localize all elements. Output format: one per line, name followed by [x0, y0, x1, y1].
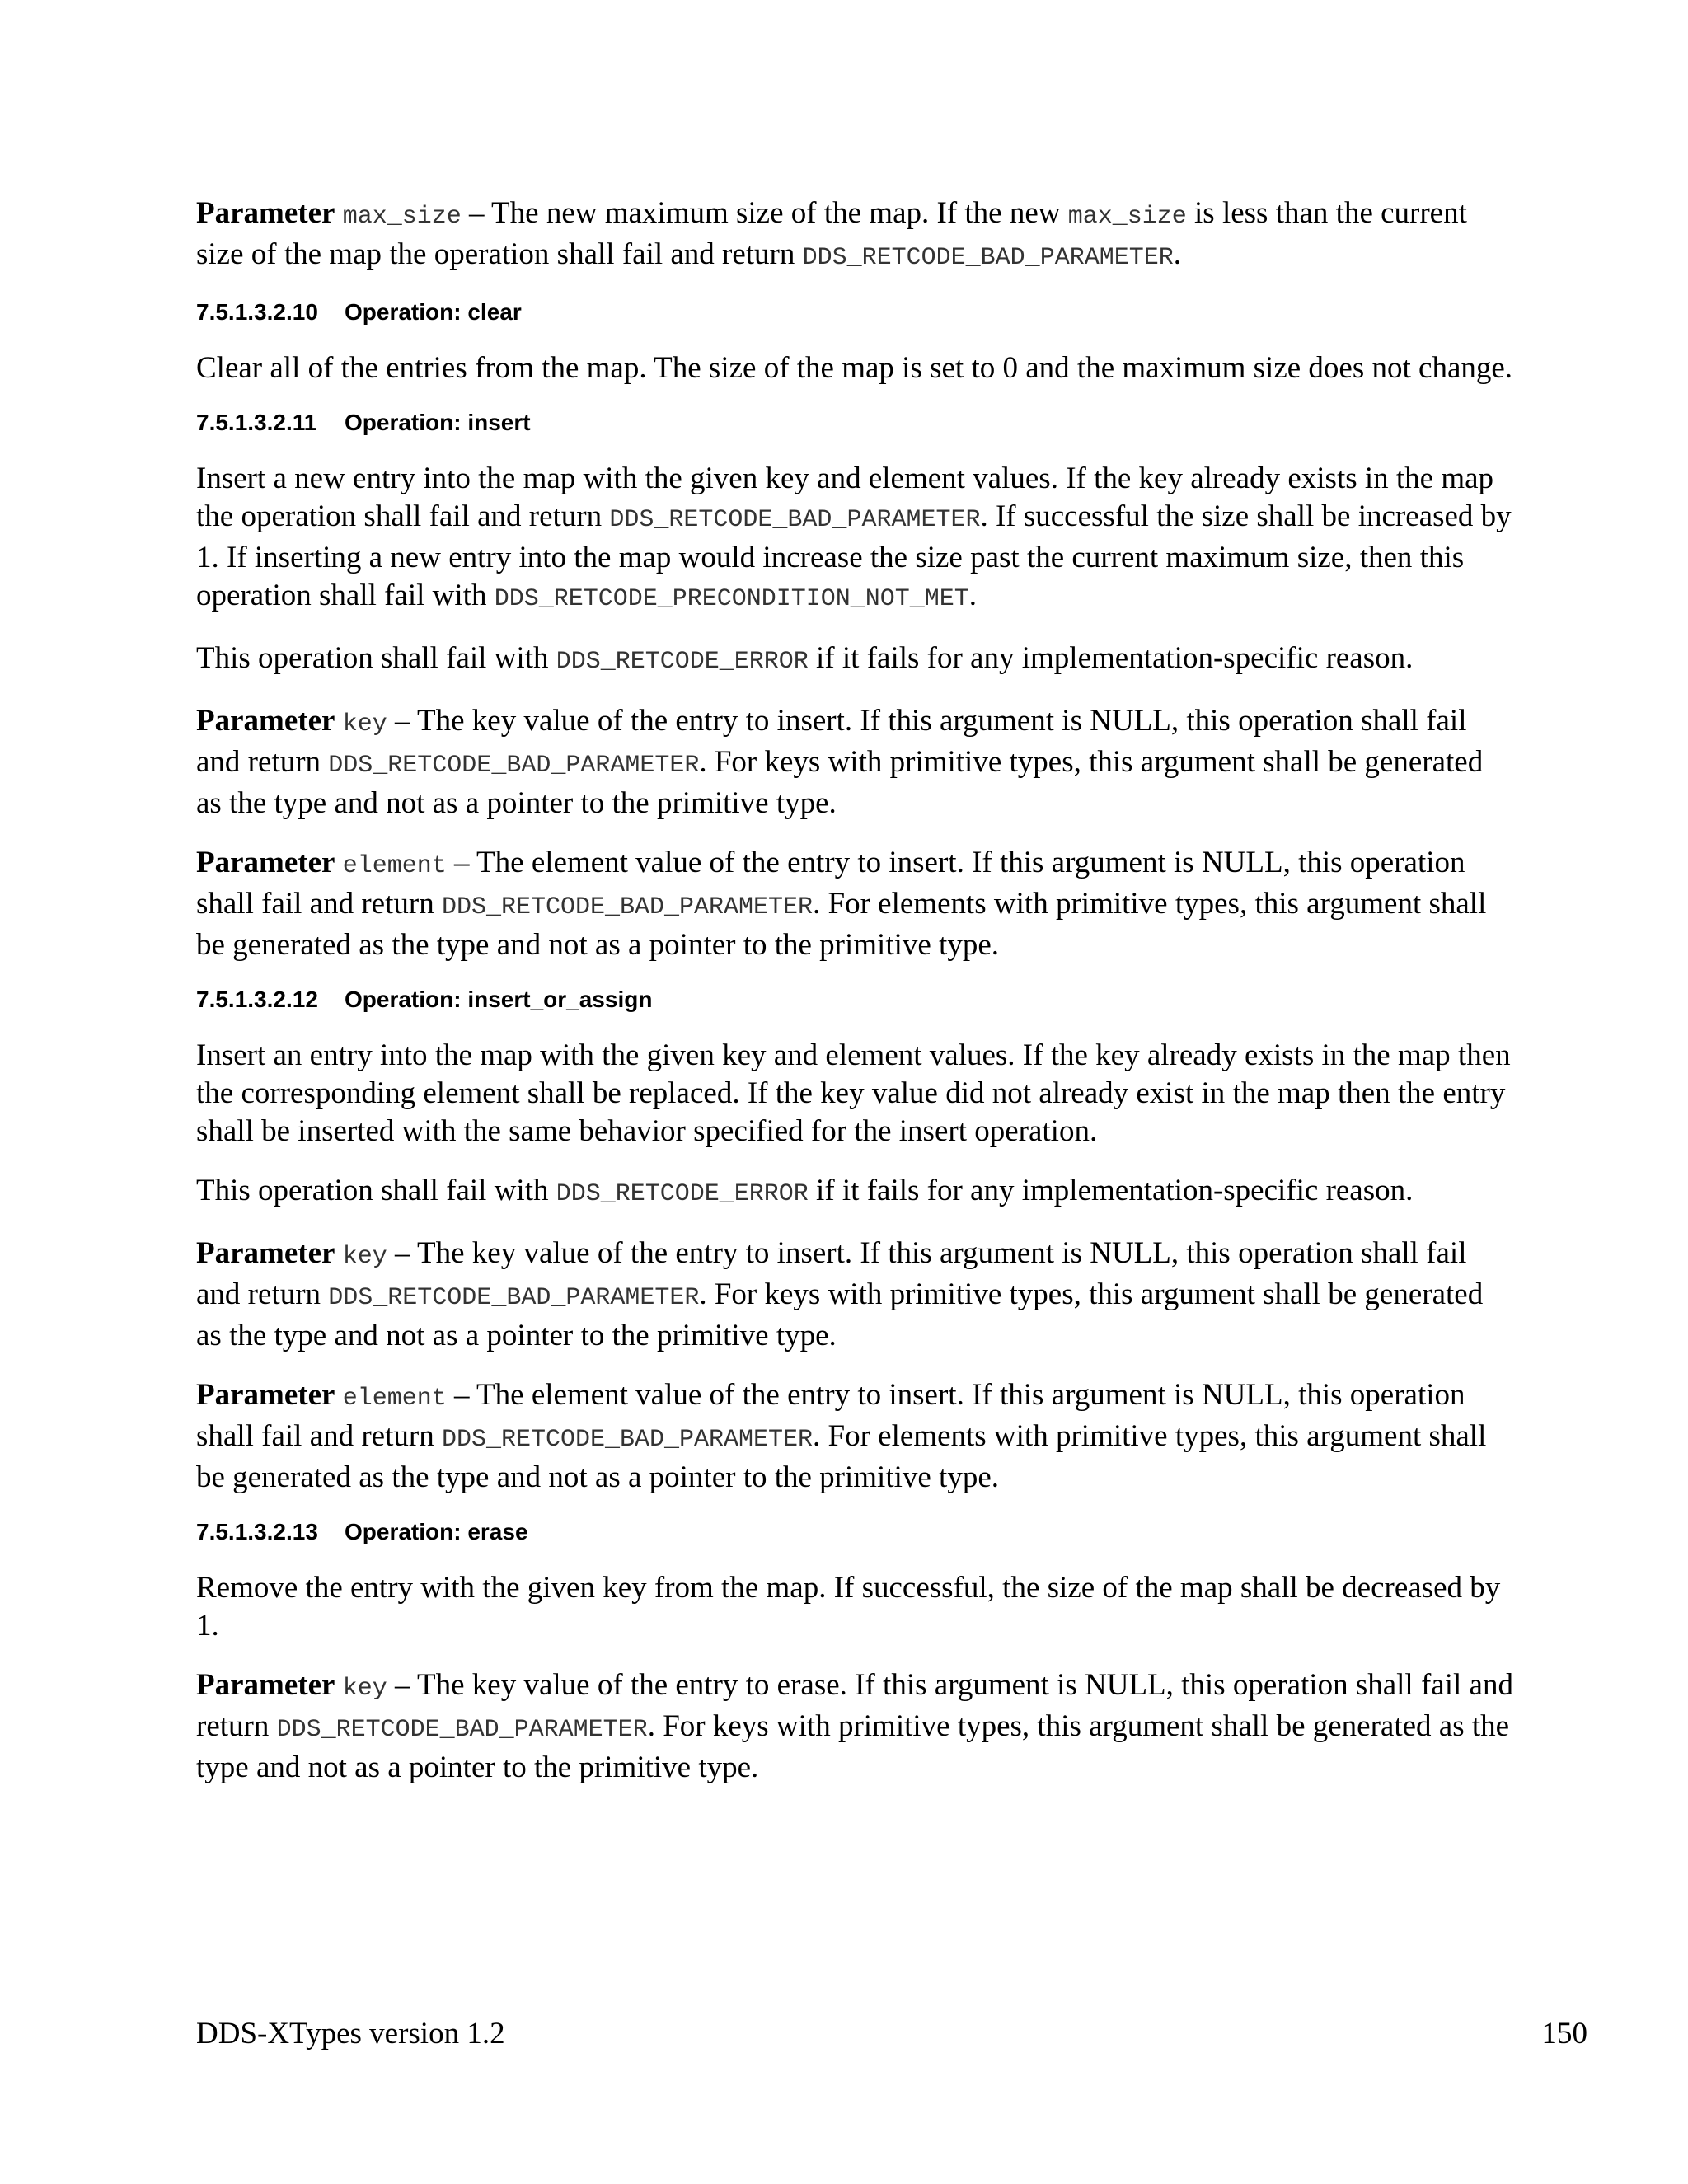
- section-heading-clear: [196, 298, 1515, 326]
- section-number: 7.5.1.3.2.11: [196, 410, 317, 435]
- erase-description: Remove the entry with the given key from the map. If successful, the size of the map shall be decreased by 1.: [196, 1571, 1501, 1643]
- text-run: Insert a new entry into the map with the given key and element values. If the key already exists in the map the operation shall fail and return: [196, 462, 1494, 533]
- insert-or-assign-description: Insert an entry into the map with the given key and element values. If the key already exists in the map then the corresponding element shall be replaced. If the key value did not already exist in the map then the entry shall be inserted with the same behavior specified for the insert operation.: [196, 1038, 1511, 1148]
- text-run: This operation shall fail with: [196, 641, 556, 675]
- code-key: key: [342, 1675, 387, 1703]
- param-text: is less than the current size of the map the operation shall fail and return: [196, 196, 1467, 271]
- clear-body: Clear all of the entries from the map. The size of the map is set to 0 and the maximum size does not change.: [196, 351, 1513, 385]
- section-title: Operation: insert_or_assign: [345, 987, 653, 1012]
- insert-error-paragraph: [196, 640, 1515, 681]
- text-run: . For keys with primitive types, this argument shall be generated as the type and not as a pointer to the primitive type.: [196, 1709, 1510, 1784]
- text-run: This operation shall fail with: [196, 1174, 556, 1207]
- text-run: – The key value of the entry to insert. If this argument is NULL, this operation shall fail and return: [196, 704, 1467, 779]
- section-heading-insert: [196, 409, 1515, 437]
- text-run: if it fails for any implementation-specific reason.: [808, 641, 1414, 675]
- code-element: element: [342, 852, 447, 880]
- param-label: Parameter: [196, 1378, 335, 1412]
- text-run: if it fails for any implementation-specific reason.: [808, 1174, 1414, 1207]
- param-label: Parameter: [196, 1236, 335, 1270]
- insert-or-assign-error-paragraph: [196, 1172, 1515, 1213]
- section-heading-erase: [196, 1518, 1515, 1546]
- param-text: .: [1173, 237, 1181, 271]
- text-run: .: [968, 579, 978, 612]
- code-retcode: DDS_RETCODE_BAD_PARAMETER: [802, 244, 1174, 272]
- code-retcode: DDS_RETCODE_BAD_PARAMETER: [328, 752, 700, 780]
- page-content: [196, 194, 1515, 1808]
- code-retcode: DDS_RETCODE_BAD_PARAMETER: [276, 1716, 648, 1744]
- section-title: Operation: insert: [345, 410, 531, 435]
- code-element: element: [342, 1385, 447, 1413]
- section-heading-insert-or-assign: [196, 986, 1515, 1014]
- section-number: 7.5.1.3.2.12: [196, 987, 318, 1012]
- text-run: . For elements with primitive types, this argument shall be generated as the type and not as a pointer to the primitive type.: [196, 887, 1487, 962]
- code-retcode: DDS_RETCODE_ERROR: [556, 648, 809, 676]
- section-title: Operation: clear: [345, 299, 522, 325]
- param-label: Parameter: [196, 1668, 335, 1702]
- text-run: . For keys with primitive types, this argument shall be generated as the type and not as a pointer to the primitive type.: [196, 1277, 1484, 1352]
- footer-page-number: 150: [1541, 2017, 1587, 2050]
- code-key: key: [342, 1243, 387, 1271]
- param-label: Parameter: [196, 846, 335, 879]
- code-max-size: max_size: [1067, 203, 1187, 231]
- insert-description: [196, 460, 1515, 618]
- section-number: 7.5.1.3.2.13: [196, 1519, 318, 1544]
- code-key: key: [342, 710, 387, 738]
- page-footer: [196, 2015, 1587, 2053]
- footer-doc-title: DDS-XTypes version 1.2: [196, 2017, 505, 2050]
- code-retcode: DDS_RETCODE_BAD_PARAMETER: [609, 506, 981, 534]
- text-run: – The element value of the entry to insert. If this argument is NULL, this operation shall fail and return: [196, 846, 1465, 921]
- code-retcode: DDS_RETCODE_BAD_PARAMETER: [328, 1284, 700, 1312]
- section-title: Operation: erase: [345, 1519, 528, 1544]
- text-run: – The element value of the entry to insert. If this argument is NULL, this operation shall fail and return: [196, 1378, 1465, 1453]
- text-run: . For keys with primitive types, this argument shall be generated as the type and not as a pointer to the primitive type.: [196, 745, 1484, 820]
- code-retcode: DDS_RETCODE_ERROR: [556, 1180, 809, 1208]
- code-retcode: DDS_RETCODE_BAD_PARAMETER: [441, 893, 814, 921]
- text-run: – The key value of the entry to insert. If this argument is NULL, this operation shall fail and return: [196, 1236, 1467, 1311]
- text-run: . For elements with primitive types, this argument shall be generated as the type and not as a pointer to the primitive type.: [196, 1419, 1487, 1494]
- insert-or-assign-param-element: [196, 1376, 1515, 1497]
- code-retcode: DDS_RETCODE_BAD_PARAMETER: [441, 1426, 814, 1454]
- param-max-size-paragraph: [196, 194, 1515, 277]
- insert-param-element: [196, 844, 1515, 964]
- code-retcode: DDS_RETCODE_PRECONDITION_NOT_MET: [494, 585, 969, 613]
- text-run: . If successful the size shall be increased by 1. If inserting a new entry into the map would increase the size past the current maximum size, then this operation shall fail with: [196, 499, 1512, 612]
- insert-or-assign-param-key: [196, 1235, 1515, 1355]
- text-run: – The key value of the entry to erase. If this argument is NULL, this operation shall fail and return: [196, 1668, 1513, 1743]
- code-max-size: max_size: [342, 203, 462, 231]
- param-label: Parameter: [196, 704, 335, 738]
- section-number: 7.5.1.3.2.10: [196, 299, 318, 325]
- erase-param-key: [196, 1666, 1515, 1787]
- insert-param-key: [196, 702, 1515, 823]
- param-label: Parameter: [196, 196, 335, 230]
- param-text: – The new maximum size of the map. If the new: [461, 196, 1068, 230]
